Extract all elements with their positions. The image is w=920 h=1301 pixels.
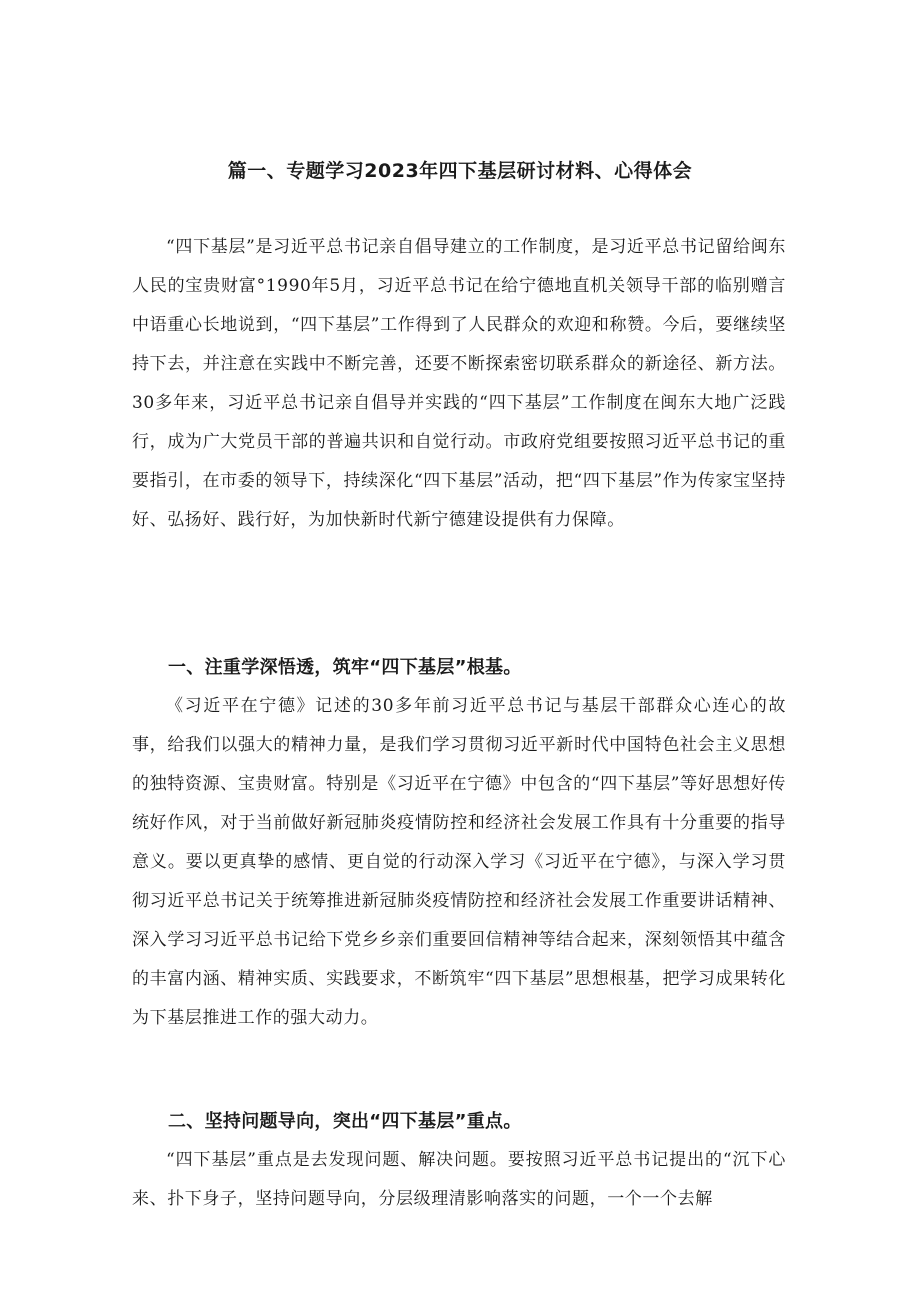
section-heading: 一、注重学深悟透，筑牢“四下基层”根基。 [168,657,522,678]
paragraph: “四下基层”是习近平总书记亲自倡导建立的工作制度，是习近平总书记留给闽东人民的宝贵财富°1990年5月，习近平总书记在给宁德地直机关领导干部的临别赠言中语重心长地说到，“四下基层”工作得到了人民群众的欢迎和称赞。今后，要继续坚持下去，并注意在实践中不断完善，还要不断探索密切联系群众的新途径、新方法。30多年来，习近平总书记亲自倡导并实践的“四下基层”工作制度在闽东大地广泛践行，成为广大党员干部的普遍共识和自觉行动。市政府党组要按照习近平总书记的重要指引，在市委的领导下，持续深化“四下基层”活动，把“四下基层”作为传家宝坚持好、弘扬好、践行好，为加快新时代新宁德建设提供有力保障。 [132,237,786,530]
section-heading: 二、坚持问题导向，突出“四下基层”重点。 [168,1111,522,1132]
paragraph: “四下基层”重点是去发现问题、解决问题。要按照习近平总书记提出的“沉下心来、扑下身子，坚持问题导向，分层级理清影响落实的问题，一个一个去解 [132,1150,786,1209]
document-title: 篇一、专题学习2023年四下基层研讨材料、心得体会 [227,160,693,182]
paragraph: 《习近平在宁德》记述的30多年前习近平总书记与基层干部群众心连心的故事，给我们以强大的精神力量，是我们学习贯彻习近平新时代中国特色社会主义思想的独特资源、宝贵财富。特别是《习近平在宁德》中包含的“四下基层”等好思想好传统好作风，对于当前做好新冠肺炎疫情防控和经济社会发展工作具有十分重要的指导意义。要以更真挚的感情、更自觉的行动深入学习《习近平在宁德》，与深入学习贯彻习近平总书记关于统筹推进新冠肺炎疫情防控和经济社会发展工作重要讲话精神、深入学习习近平总书记给下党乡乡亲们重要回信精神等结合起来，深刻领悟其中蕴含的丰富内涵、精神实质、实践要求，不断筑牢“四下基层”思想根基，把学习成果转化为下基层推进工作的强大动力。 [132,696,786,1028]
